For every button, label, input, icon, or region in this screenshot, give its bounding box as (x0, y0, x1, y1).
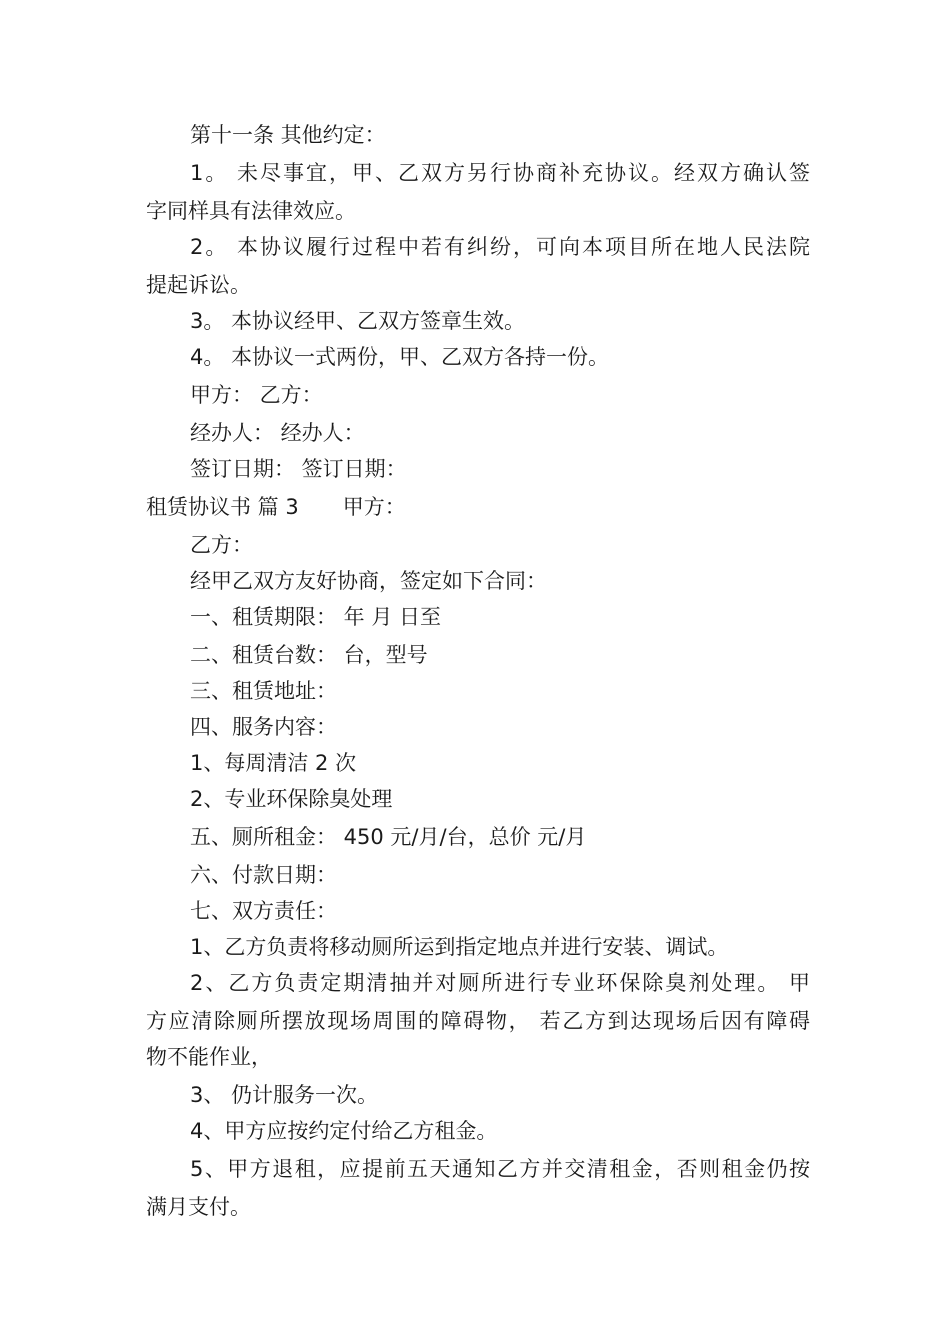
clause-line: 1。 未尽事宜，甲、乙双方另行协商补充协议。经双方确认签 (190, 161, 810, 185)
signature-agents: 经办人： 经办人： (190, 421, 365, 445)
duty-line: 2、乙方负责定期清抽并对厕所进行专业环保除臭剂处理。 甲 (190, 971, 810, 995)
term-line: 2、专业环保除臭处理 (190, 787, 393, 811)
section-title: 租赁协议书 篇 3 (146, 495, 299, 519)
term-line: 五、厕所租金： 450 元/月/台，总价 元/月 (190, 825, 587, 849)
duty-line: 4、甲方应按约定付给乙方租金。 (190, 1119, 498, 1143)
section-party: 甲方： (342, 495, 406, 519)
duty-line: 满月支付。 (146, 1195, 251, 1219)
term-line: 二、租赁台数： 台，型号 (190, 643, 428, 667)
duty-line: 物不能作业， (146, 1045, 272, 1069)
section-heading (146, 492, 810, 522)
term-line: 三、租赁地址： (190, 679, 337, 703)
clause-line: 3。 本协议经甲、乙双方签章生效。 (190, 309, 526, 333)
term-line: 四、服务内容： (190, 715, 337, 739)
duty-line: 方应清除厕所摆放现场周围的障碍物， 若乙方到达现场后因有障碍 (146, 1009, 810, 1033)
clause-line: 2。 本协议履行过程中若有纠纷，可向本项目所在地人民法院 (190, 235, 810, 259)
clause-line: 提起诉讼。 (146, 273, 251, 297)
intro-line: 经甲乙双方友好协商，签定如下合同： (190, 569, 547, 593)
signature-parties: 甲方： 乙方： (190, 383, 323, 407)
article-heading: 第十一条 其他约定： (190, 123, 386, 147)
party-line: 乙方： (190, 533, 253, 557)
term-line: 六、付款日期： (190, 863, 337, 887)
clause-line: 字同样具有法律效应。 (146, 199, 356, 223)
duty-line: 1、乙方负责将移动厕所运到指定地点并进行安装、调试。 (190, 935, 729, 959)
duty-line: 3、 仍计服务一次。 (190, 1083, 379, 1107)
term-line: 1、每周清洁 2 次 (190, 751, 357, 775)
duty-line: 5、甲方退租，应提前五天通知乙方并交清租金，否则租金仍按 (190, 1157, 810, 1181)
term-line: 一、租赁期限： 年 月 日至 (190, 605, 442, 629)
term-line: 七、双方责任： (190, 899, 337, 923)
signature-dates: 签订日期： 签订日期： (190, 457, 407, 481)
clause-line: 4。 本协议一式两份，甲、乙双方各持一份。 (190, 345, 610, 369)
